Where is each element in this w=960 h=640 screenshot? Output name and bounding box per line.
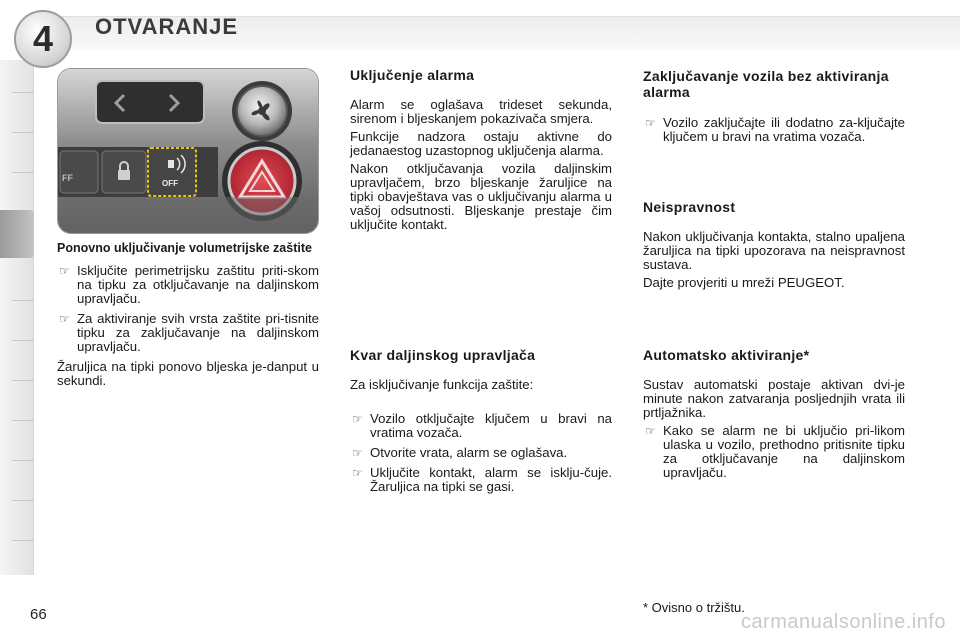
list-item — [643, 424, 905, 480]
section-title: Zaključavanje vozila bez aktiviranja alarma — [643, 68, 889, 100]
bullet-text: Isključite perimetrijsku zaštitu priti-skom na tipku za otključavanje na daljinskom upravljaču. — [77, 263, 319, 306]
tab-divider — [12, 500, 34, 501]
left-column — [57, 242, 319, 392]
tab-divider — [12, 420, 34, 421]
list-item — [350, 446, 612, 460]
pointing-hand-icon: ☞ — [352, 446, 363, 460]
section-title: Uključenje alarma — [350, 67, 475, 83]
bullet-text: Za aktiviranje svih vrsta zaštite pri-tisnite tipku za zaključavanje na daljinskom upravljaču. — [77, 311, 319, 354]
page-number: 66 — [30, 606, 47, 623]
tab-divider — [12, 540, 34, 541]
body-paragraph: Nakon uključivanja kontakta, stalno upaljena žaruljica na tipki upozorava na neispravnost sustava. — [643, 229, 905, 272]
bullet-text: Vozilo zaključajte ili dodatno za-ključajte ključem u bravi na vratima vozača. — [663, 115, 905, 144]
bullet-text: Vozilo otključajte ključem u bravi na vratima vozača. — [370, 411, 612, 440]
body-paragraph: Sustav automatski postaje aktivan dvi-je minute nakon zatvaranja posljednjih vrata ili prtljažnika. — [643, 377, 905, 420]
ff-label: FF — [62, 173, 73, 183]
pointing-hand-icon: ☞ — [59, 312, 70, 326]
chapter-number-badge: 4 — [14, 10, 72, 68]
section-title: Neispravnost — [643, 199, 736, 215]
section-title: Automatsko aktiviranje* — [643, 347, 810, 363]
pointing-hand-icon: ☞ — [59, 264, 70, 278]
pointing-hand-icon: ☞ — [645, 116, 656, 130]
active-chapter-tab — [0, 210, 34, 258]
pointing-hand-icon: ☞ — [352, 466, 363, 480]
section-title: Kvar daljinskog upravljača — [350, 347, 536, 363]
dashboard-illustration — [58, 69, 319, 234]
right-column-middle — [643, 200, 905, 294]
tab-divider — [12, 300, 34, 301]
footnote: * Ovisno o tržištu. — [643, 600, 745, 615]
body-paragraph: Alarm se oglašava trideset sekunda, sirenom i bljeskanjem pokazivača smjera. — [350, 97, 612, 126]
bullet-text: Uključite kontakt, alarm se isklju-čuje. Žaruljica na tipki se gasi. — [370, 465, 612, 494]
list-item — [350, 412, 612, 440]
bullet-text: Kako se alarm ne bi uključio pri-likom ulaska u vozilo, prethodno pritisnite tipku za otključavanje na daljinskom upravljaču. — [663, 423, 905, 480]
body-paragraph: Nakon otključavanja vozila daljinskim upravljačem, brzo bljeskanje žaruljice na tipki obavještava vas o uključivanju alarma u vašoj odsutnosti. Bljeskanje prestaje čim uključite kontakt. — [350, 161, 612, 232]
list-item — [643, 116, 905, 144]
list-item — [57, 312, 319, 354]
body-paragraph: Funkcije nadzora ostaju aktivne do jedanaestog uzastopnog uključenja alarma. — [350, 129, 612, 158]
body-paragraph: Za isključivanje funkcija zaštite: — [350, 377, 534, 392]
list-item — [57, 264, 319, 306]
pointing-hand-icon: ☞ — [352, 412, 363, 426]
list-item — [350, 466, 612, 494]
tab-divider — [12, 172, 34, 173]
tab-divider — [12, 460, 34, 461]
body-paragraph: Dajte provjeriti u mreži PEUGEOT. — [643, 275, 845, 290]
pointing-hand-icon: ☞ — [645, 424, 656, 438]
middle-column-lower — [350, 348, 612, 500]
reactivation-heading: Ponovno uključivanje volumetrijske zaštite — [57, 241, 312, 255]
tab-divider — [12, 340, 34, 341]
tab-divider — [12, 132, 34, 133]
off-label: OFF — [162, 179, 178, 188]
body-paragraph: Žaruljica na tipki ponovo bljeska je-danput u sekundi. — [57, 359, 319, 388]
watermark: carmanualsonline.info — [740, 611, 946, 633]
tab-divider — [12, 92, 34, 93]
right-column-lower — [643, 348, 905, 486]
dashboard-buttons-photo — [57, 68, 319, 234]
right-column — [643, 68, 905, 150]
middle-column — [350, 68, 612, 236]
bullet-text: Otvorite vrata, alarm se oglašava. — [370, 445, 568, 460]
page-title: OTVARANJE — [95, 14, 239, 39]
chapter-tab-strip — [0, 60, 34, 575]
tab-divider — [12, 380, 34, 381]
